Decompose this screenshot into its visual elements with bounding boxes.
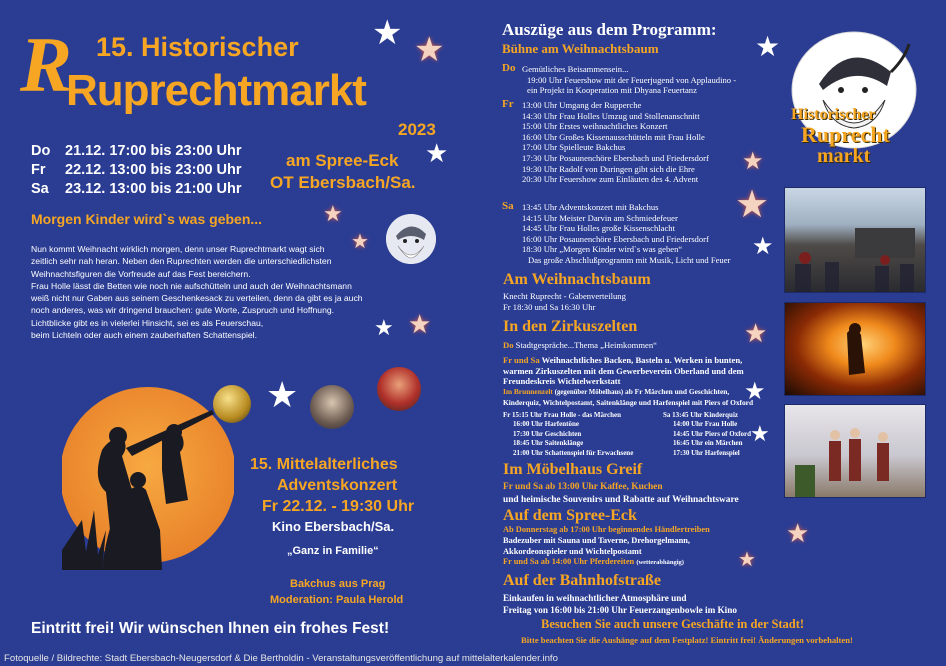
moebel-text: Fr und Sa ab 13:00 Uhr Kaffee, Kuchen und heimische Souvenirs und Rabatte auf Weihnachtsware	[503, 482, 739, 505]
sa-label: Sa	[502, 200, 514, 212]
title-main: Ruprechtmarkt	[66, 66, 366, 115]
visit-shops: Besuchen Sie auch unsere Geschäfte in der Stadt!	[541, 617, 805, 631]
logo-line-3: markt	[817, 145, 871, 167]
star-icon: ★	[735, 184, 770, 226]
do-label: Do	[502, 62, 516, 74]
date-row: Sa 23.12. 13:00 bis 21:00 Uhr	[31, 181, 242, 197]
do-items: Gemütliches Beisammensein... 19:00 Uhr Feuershow mit der Feuerjugend von Applaudino - ein Projekt in Kooperation mit Dhyana Feuertanz	[522, 64, 737, 96]
date-row: Fr 22.12. 13:00 bis 23:00 Uhr	[31, 162, 242, 178]
concert-place: Kino Ebersbach/Sa.	[272, 519, 395, 534]
star-icon: ★	[323, 201, 343, 226]
star-icon: ★	[750, 421, 770, 446]
title-initial-r: R	[20, 21, 73, 108]
tents-frsa: Fr und Sa Weihnachtliches Backen, Basteln u. Werken in bunten, warmen Zirkuszelten mit dem Gewerbeverein Oberland und dem Freundeskreis Wichtelwerkstatt	[503, 355, 744, 387]
star-icon: ★	[744, 378, 766, 405]
performer-round-photo	[377, 367, 421, 411]
sa-schedule-column: Sa 13:45 Uhr Kinderquiz 14:00 Uhr Frau Holle 14:45 Uhr Piers of Oxford 16:45 Uhr ein Märchen 17:30 Uhr Harfenspiel	[663, 411, 752, 457]
credit-line: Fotoquelle / Bildrechte: Stadt Ebersbach-Neugersdorf & Die Bertholdin - Veranstaltungsveröffentlichung auf mittelalterkalender.info	[4, 653, 558, 664]
star-icon: ★	[266, 374, 299, 415]
program-title: Auszüge aus dem Programm:	[502, 20, 717, 39]
concert-moderation: Moderation: Paula Herold	[270, 594, 404, 606]
stage-title: Bühne am Weihnachtsbaum	[502, 41, 659, 56]
logo-line-2: Ruprecht	[801, 122, 890, 147]
location-line-2: OT Ebersbach/Sa.	[270, 173, 416, 192]
star-icon: ★	[738, 549, 756, 571]
notice: Bitte beachten Sie die Aushänge auf dem Festplatz! Eintritt frei! Änderungen vorbehalten!	[521, 635, 853, 645]
concert-quote: „Ganz in Familie“	[287, 545, 379, 557]
logo-line-1: Historischer	[791, 106, 876, 123]
star-icon: ★	[414, 31, 445, 69]
star-icon: ★	[374, 315, 394, 340]
tree-items: Knecht Ruprecht - Gabenverteilung Fr 18:30 und Sa 16:30 Uhr	[503, 291, 626, 312]
tents-title: In den Zirkuszelten	[503, 318, 638, 335]
star-icon: ★	[408, 309, 432, 339]
star-icon: ★	[372, 14, 403, 52]
fr-schedule-column: Fr 15:15 Uhr Frau Holle - das Märchen 16:00 Uhr Harfentöne 17:30 Uhr Geschichten 18:45 Uhr Saitenklänge 21:00 Uhr Schattenspiel für Erwachsene	[503, 411, 634, 457]
moebel-title: Im Möbelhaus Greif	[503, 461, 643, 478]
bahn-text: Einkaufen in weihnachtlicher Atmosphäre und Freitag von 16:00 bis 21:00 Uhr Feuerzangenbowle im Kino	[503, 593, 737, 615]
tents-do: Do Stadtgespräche...Thema „Heimkommen“	[503, 340, 657, 350]
footer-welcome: Eintritt frei! Wir wünschen Ihnen ein frohes Fest!	[31, 620, 390, 637]
star-icon: ★	[752, 233, 774, 260]
golden-ornament-photo	[213, 385, 251, 423]
spree-title: Auf dem Spree-Eck	[503, 507, 637, 524]
intro-text: Nun kommt Weihnacht wirklich morgen, denn unser Ruprechtmarkt wagt sich zeitlich sehr nah heran. Neben den Ruprechten werden die unterschiedlichsten Weihnachtsfiguren die Vorfreude auf das Fest bereichern. Frau Holle lässt die Betten wie noch nie aufschütteln und auch der Weihnachtsmann weiß nicht nur Gaben aus seinem Geschenkesack zu verteilen, denn da gibt es ja auch noch anderes, was wir dringend brauchen: gute Worte, Zuspruch und Hoffnung. Lichtblicke gibt es in vielerlei Hinsicht, sei es als Feuerschau, beim Lichteln oder auch einem zauberhaften Schattenspiel.	[31, 244, 363, 341]
logo-badge	[779, 28, 929, 174]
title-year: 2023	[398, 120, 436, 139]
sa-items: 13:45 Uhr Adventskonzert mit Bakchus 14:15 Uhr Meister Darvin am Schmiedefeuer 14:45 Uhr Frau Holles große Kissenschlacht 16:00 Uhr Posaunenchöre Ebersbach und Friedersdorf 18:30 Uhr „Morgen Kinder wird`s was geben“ Das große Abschlußprogramm mit Musik, Licht und Feuer	[522, 202, 731, 265]
bahn-title: Auf der Bahnhofstraße	[503, 572, 661, 589]
musician-round-photo	[310, 385, 354, 429]
spree-text: Ab Donnerstag ab 17:00 Uhr beginnendes Händlertreiben Badezuber mit Sauna und Taverne, Drehorgelmann, Akkordeonspieler und Wichtelpostamt Fr und Sa ab 14:00 Uhr Pferdereiten (wetterabhängig)	[503, 525, 710, 567]
star-icon: ★	[786, 518, 810, 548]
concert-band: Bakchus aus Prag	[290, 578, 386, 590]
tree-title: Am Weihnachtsbaum	[503, 271, 651, 288]
star-icon: ★	[425, 138, 449, 168]
star-icon: ★	[742, 148, 764, 175]
fire-show-photo	[784, 302, 926, 396]
brunnen-text: Im Brunnenzelt (gegenüber Möbelhaus) ab Fr Märchen und Geschichten, Kinderquiz, Wichtelpostamt, Saitenklänge und Harfenspiel mit Piers of Oxford	[503, 387, 754, 407]
location-line-1: am Spree-Eck	[286, 151, 399, 170]
musicians-stage-photo	[784, 404, 926, 498]
star-icon: ★	[744, 318, 768, 348]
fr-label: Fr	[502, 98, 514, 110]
santa-medallion	[386, 214, 436, 264]
dates-list	[31, 142, 242, 199]
fr-items: 13:00 Uhr Umgang der Rupperche 14:30 Uhr Frau Holles Umzug und Stollenanschnitt 15:00 Uhr Erstes weihnachtliches Konzert 16:00 Uhr Großes Kissenausschütteln mit Frau Holle 17:00 Uhr Spielleute Bakchus 17:30 Uhr Posaunenchöre Ebersbach und Friedersdorf 19:30 Uhr Radolf von Duringen gibt sich die Ehre 20:30 Uhr Feuershow zum Einläuten des 4. Advent	[522, 100, 709, 185]
concert-date: Fr 22.12. - 19:30 Uhr	[262, 498, 415, 515]
moon-silhouette-illustration	[62, 380, 234, 570]
concert-title-2: Adventskonzert	[277, 477, 398, 494]
star-icon: ★	[351, 231, 369, 253]
tagline: Morgen Kinder wird`s was geben...	[31, 211, 263, 227]
concert-title-1: 15. Mittelalterliches	[250, 456, 398, 473]
title-number: 15. Historischer	[96, 32, 299, 62]
star-icon: ★	[755, 31, 781, 62]
date-row: Do 21.12. 17:00 bis 23:00 Uhr	[31, 143, 242, 159]
market-crowd-photo	[784, 187, 926, 293]
